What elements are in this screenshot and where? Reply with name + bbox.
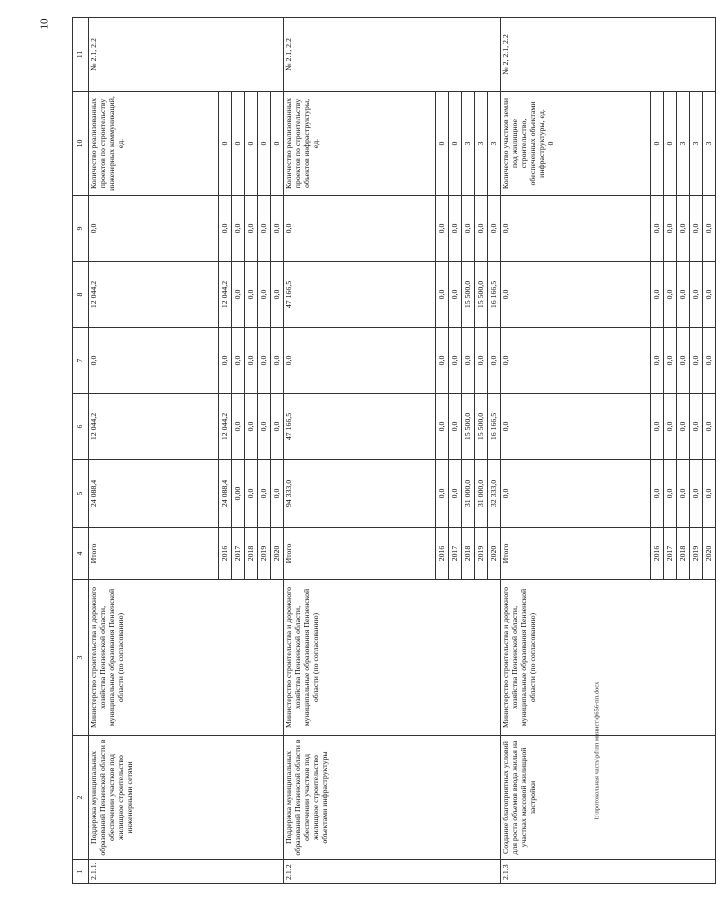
col-header: 11 [73,18,89,92]
year-cell: 2016 [219,528,232,580]
indicator-value: 0 [664,92,677,196]
year-cell: 2019 [258,528,271,580]
total-col5: 94 333,0 [284,460,436,528]
col-header: 3 [73,580,89,736]
indicator-value: 0 [651,92,664,196]
value-col7: 0,0 [436,328,449,394]
measure-code: 2.1.3 [501,860,716,884]
value-col8: 0,0 [703,262,716,328]
total-label: Итого [89,528,219,580]
value-col8: 15 500,0 [462,262,475,328]
total-col9: 0,0 [284,196,436,262]
total-col9: 0,0 [501,196,651,262]
total-label: Итого [501,528,651,580]
value-col6: 0,0 [690,394,703,460]
indicator-value: 3 [462,92,475,196]
value-col5: 0,0 [271,460,284,528]
value-col9: 0,0 [664,196,677,262]
year-cell: 2016 [436,528,449,580]
value-col9: 0,0 [462,196,475,262]
indicator-total-value: 0 [545,141,555,146]
total-col7: 0,0 [501,328,651,394]
measure-name: Создание благоприятных условий для роста объемов ввода жилья на участках массовой жилищной застройки [501,736,716,860]
indicator-value: 0 [271,92,284,196]
total-col6: 47 166,5 [284,394,436,460]
value-col8: 0,0 [436,262,449,328]
col-header: 7 [73,328,89,394]
measure-total-row [89,18,219,884]
indicator-value: 0 [449,92,462,196]
value-col5: 0,0 [258,460,271,528]
year-cell: 2017 [232,528,245,580]
year-cell: 2018 [245,528,258,580]
value-col7: 0,0 [258,328,271,394]
value-col6: 0,0 [258,394,271,460]
value-col5: 0,0 [664,460,677,528]
indicator-text: Количество реализованных проектов по строительству объектов инфраструктуры, ед. [284,97,320,190]
col-header: 5 [73,460,89,528]
value-col6: 0,0 [677,394,690,460]
value-col7: 0,0 [677,328,690,394]
measure-code: 2.1.1. [89,860,284,884]
year-cell: 2017 [449,528,462,580]
value-col9: 0,0 [219,196,232,262]
indicator-value: 3 [475,92,488,196]
indicator-value: 0 [232,92,245,196]
indicator-name [89,92,219,196]
value-col6: 0,0 [232,394,245,460]
value-col9: 0,0 [271,196,284,262]
indicator-value: 3 [703,92,716,196]
year-cell: 2020 [703,528,716,580]
value-col8: 0,0 [690,262,703,328]
value-col8: 12 044,2 [219,262,232,328]
total-col6: 0,0 [501,394,651,460]
value-col5: 31 000,0 [475,460,488,528]
value-col7: 0,0 [690,328,703,394]
measure-name: Поддержка муниципальных образований Пензенской области в обеспечении участков под жилищное строительство объектами инфраструктуры [284,736,501,860]
value-col7: 0,0 [664,328,677,394]
executor: Министерство строительства и дорожного хозяйства Пензенской области, муниципальные образования Пензенской области (по согласованию) [89,580,284,736]
col-header: 9 [73,196,89,262]
value-col5: 0,00 [232,460,245,528]
value-col7: 0,0 [475,328,488,394]
total-col5: 0,0 [501,460,651,528]
measure-total-row [501,18,651,884]
value-col9: 0,0 [449,196,462,262]
col-header: 8 [73,262,89,328]
col-header: 6 [73,394,89,460]
total-col9: 0,0 [89,196,219,262]
value-col5: 0,0 [245,460,258,528]
value-col5: 32 333,0 [488,460,501,528]
executor: Министерство строительства и дорожного хозяйства Пензенской области, муниципальные образования Пензенской области (по согласованию) [284,580,501,736]
value-col5: 0,0 [677,460,690,528]
value-col8: 0,0 [677,262,690,328]
value-col5: 0,0 [651,460,664,528]
value-col9: 0,0 [245,196,258,262]
measure-name: Поддержка муниципальных образований Пензенской области в обеспечении участков под жилищное строительство инженерными сетями [89,736,284,860]
value-col9: 0,0 [651,196,664,262]
value-col6: 0,0 [664,394,677,460]
indicator-value: 3 [488,92,501,196]
value-col9: 0,0 [703,196,716,262]
value-col9: 0,0 [258,196,271,262]
value-col5: 0,0 [449,460,462,528]
document-reference: № 2.1, 2.2 [284,18,501,92]
total-col8: 0,0 [501,262,651,328]
value-col5: 0,0 [436,460,449,528]
value-col7: 0,0 [462,328,475,394]
value-col8: 0,0 [271,262,284,328]
total-col7: 0,0 [89,328,219,394]
executor: Министерство строительства и дорожного хозяйства Пензенской области, муниципальные образования Пензенской области (по согласованию) [501,580,716,736]
value-col7: 0,0 [651,328,664,394]
column-number-row [73,18,89,884]
year-cell: 2020 [271,528,284,580]
year-cell: 2016 [651,528,664,580]
program-measures-table [72,17,716,884]
value-col7: 0,0 [219,328,232,394]
value-col6: 12 044,2 [219,394,232,460]
year-cell: 2020 [488,528,501,580]
value-col6: 0,0 [449,394,462,460]
value-col6: 0,0 [651,394,664,460]
value-col9: 0,0 [488,196,501,262]
year-cell: 2019 [475,528,488,580]
value-col8: 15 500,0 [475,262,488,328]
measure-total-row [284,18,436,884]
indicator-value: 3 [690,92,703,196]
document-reference: № 2, 2.1, 2.2 [501,18,716,92]
value-col7: 0,0 [245,328,258,394]
total-col7: 0,0 [284,328,436,394]
value-col5: 24 088,4 [219,460,232,528]
value-col7: 0,0 [232,328,245,394]
col-header: 4 [73,528,89,580]
total-col8: 12 044,2 [89,262,219,328]
year-cell: 2018 [677,528,690,580]
indicator-value: 0 [219,92,232,196]
value-col7: 0,0 [271,328,284,394]
indicator-name [501,92,651,196]
year-cell: 2018 [462,528,475,580]
measure-code: 2.1.2 [284,860,501,884]
total-col6: 12 044,2 [89,394,219,460]
indicator-text: Количество реализованных проектов по строительству инженерных коммуникаций, ед. [89,96,125,191]
value-col5: 0,0 [703,460,716,528]
value-col5: 31 000,0 [462,460,475,528]
value-col6: 15 500,0 [462,394,475,460]
value-col8: 0,0 [258,262,271,328]
value-col5: 0,0 [690,460,703,528]
value-col9: 0,0 [690,196,703,262]
indicator-value: 0 [436,92,449,196]
value-col7: 0,0 [488,328,501,394]
value-col6: 0,0 [271,394,284,460]
value-col6: 16 166,5 [488,394,501,460]
indicator-value: 0 [258,92,271,196]
value-col6: 0,0 [245,394,258,460]
value-col7: 0,0 [703,328,716,394]
document-reference: № 2.1, 2.2 [89,18,284,92]
value-col8: 0,0 [449,262,462,328]
indicator-value: 0 [245,92,258,196]
year-cell: 2017 [664,528,677,580]
value-col8: 0,0 [664,262,677,328]
col-header: 1 [73,860,89,884]
total-label: Итого [284,528,436,580]
col-header: 2 [73,736,89,860]
value-col7: 0,0 [449,328,462,394]
value-col8: 0,0 [245,262,258,328]
value-col8: 16 166,5 [488,262,501,328]
value-col9: 0,0 [475,196,488,262]
value-col8: 0,0 [651,262,664,328]
year-cell: 2019 [690,528,703,580]
value-col8: 0,0 [232,262,245,328]
total-col5: 24 088,4 [89,460,219,528]
value-col6: 0,0 [436,394,449,460]
col-header: 10 [73,92,89,196]
indicator-name [284,92,436,196]
page-number: 10 [38,18,50,30]
total-col8: 47 166,5 [284,262,436,328]
value-col6: 15 500,0 [475,394,488,460]
value-col9: 0,0 [436,196,449,262]
value-col9: 0,0 [232,196,245,262]
indicator-text: Количество участков земли под жилищное строительство, обеспеченных объектами инфраструктуры, ед. [501,97,546,190]
file-path-footer: I:\протокольная часть\pd\пп минист\ф656-пп.docx [593,681,601,819]
value-col6: 0,0 [703,394,716,460]
value-col9: 0,0 [677,196,690,262]
indicator-value: 3 [677,92,690,196]
